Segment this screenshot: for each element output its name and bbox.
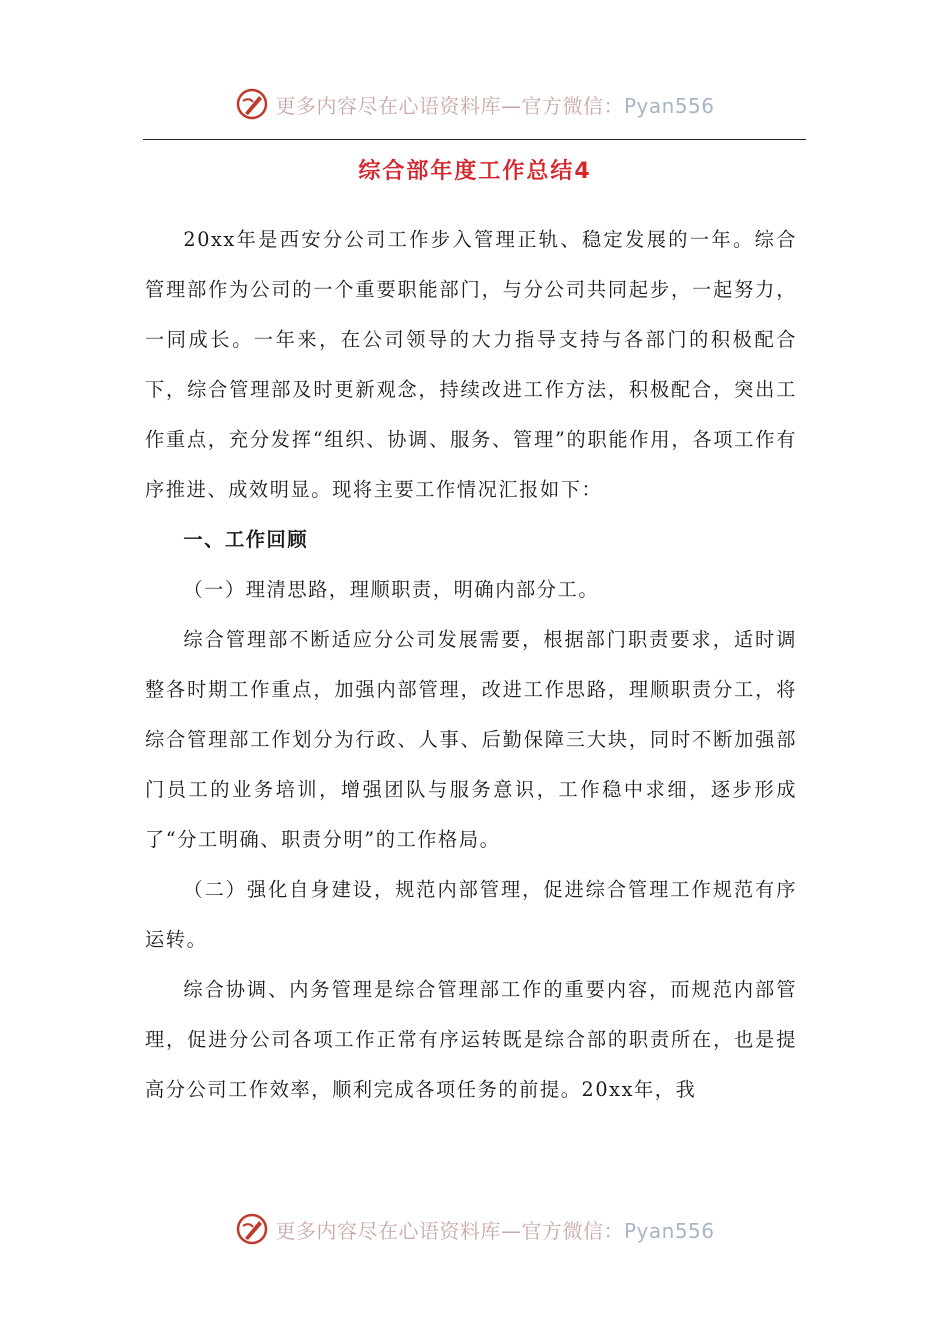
footer-banner	[0, 1209, 950, 1249]
paragraph-intro: 20xx年是西安分公司工作步入管理正轨、稳定发展的一年。综合管理部作为公司的一个重要职能部门，与分公司共同起步，一起努力，一同成长。一年来，在公司领导的大力指导支持与各部门的积极配合下，综合管理部及时更新观念，持续改进工作方法，积极配合，突出工作重点，充分发挥“组织、协调、服务、管理”的职能作用，各项工作有序推进、成效明显。现将主要工作情况汇报如下：	[145, 228, 797, 501]
header-banner	[0, 84, 950, 124]
paragraph-body-2: 综合协调、内务管理是综合管理部工作的重要内容，而规范内部管理，促进分公司各项工作正常有序运转既是综合部的职责所在，也是提高分公司工作效率，顺利完成各项任务的前提。20xx年，我	[145, 978, 797, 1101]
header-divider	[143, 139, 806, 140]
subsection-heading-2: （二）强化自身建设，规范内部管理，促进综合管理工作规范有序运转。	[145, 878, 797, 951]
pen-logo-icon	[235, 87, 269, 121]
document-body	[145, 215, 797, 1115]
header-banner-text: 更多内容尽在心语资料库—官方微信：Pyan556	[275, 93, 715, 118]
pen-logo-icon	[235, 1212, 269, 1246]
document-title: 综合部年度工作总结4	[358, 159, 592, 184]
paragraph-body-1: 综合管理部不断适应分公司发展需要，根据部门职责要求，适时调整各时期工作重点，加强内部管理，改进工作思路，理顺职责分工，将综合管理部工作划分为行政、人事、后勤保障三大块，同时不断加强部门员工的业务培训，增强团队与服务意识，工作稳中求细，逐步形成了“分工明确、职责分明”的工作格局。	[145, 628, 797, 851]
footer-banner-text: 更多内容尽在心语资料库—官方微信：Pyan556	[275, 1218, 715, 1243]
subsection-heading-1: （一）理清思路，理顺职责，明确内部分工。	[183, 578, 600, 601]
section-heading: 一、工作回顾	[183, 528, 309, 551]
